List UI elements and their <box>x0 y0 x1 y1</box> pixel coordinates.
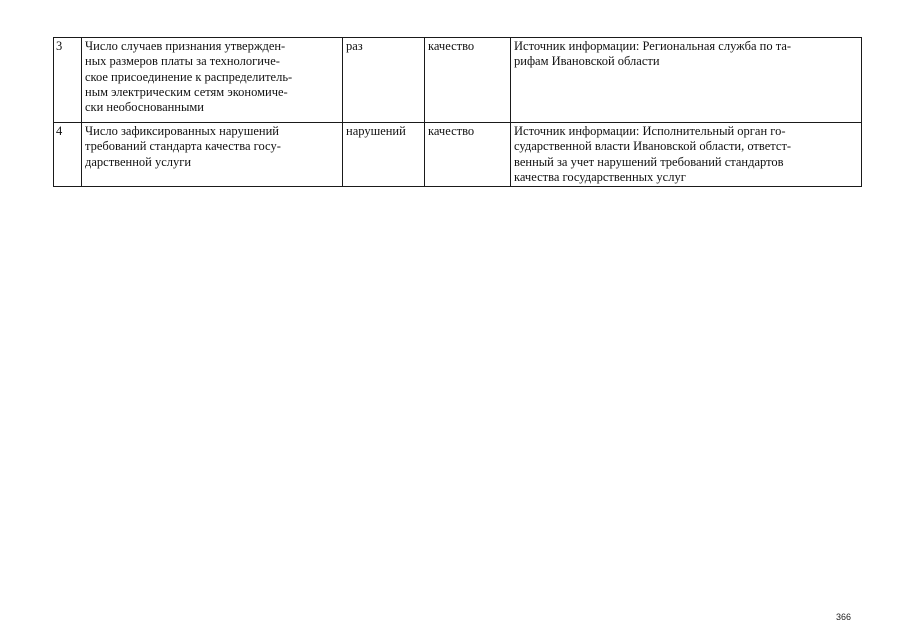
indicator-name: Число зафиксированных нарушений требований стандарта качества госу- дарственной услуги <box>82 123 343 187</box>
table-row <box>54 123 862 187</box>
row-number: 4 <box>54 123 82 187</box>
indicator-name: Число случаев признания утвержден- ных размеров платы за технологиче- ское присоединение к распределитель- ным электрическим сетям экономиче- ски необоснованными <box>82 38 343 123</box>
information-source: Источник информации: Региональная служба по та- рифам Ивановской области <box>511 38 862 123</box>
row-number: 3 <box>54 38 82 123</box>
indicator-type: качество <box>425 123 511 187</box>
information-source: Источник информации: Исполнительный орган го- сударственной власти Ивановской области, ответст- венный за учет нарушений требований стандартов качества государственных услуг <box>511 123 862 187</box>
unit-of-measure: нарушений <box>343 123 425 187</box>
indicators-table <box>53 37 862 187</box>
unit-of-measure: раз <box>343 38 425 123</box>
table-row <box>54 38 862 123</box>
indicator-type: качество <box>425 38 511 123</box>
page-number: 366 <box>836 612 852 622</box>
